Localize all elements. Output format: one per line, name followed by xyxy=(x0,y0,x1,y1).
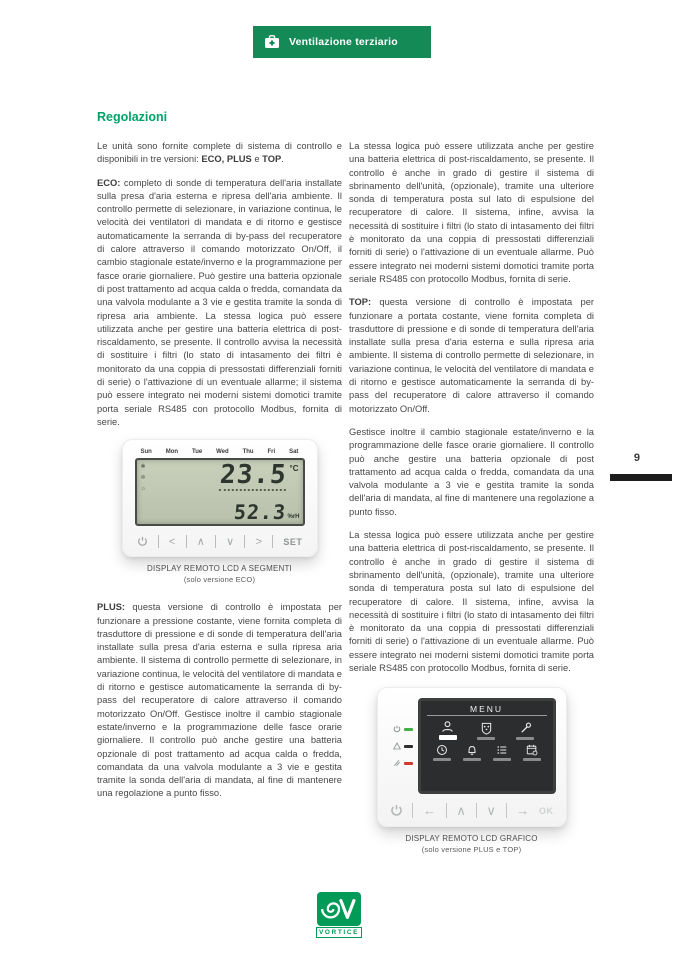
up-arrow-button: ∧ xyxy=(196,535,205,548)
menu-title: MENU xyxy=(427,702,547,716)
button-separator xyxy=(158,535,159,548)
eco-continuation-paragraph: La stessa logica può essere utilizzata anche per gestire una batteria elettrica di post-riscaldamento, se presente. Il controllo è anche in grado di gestire il sistema di sbrinamento dell'unità, (opzionale), tramite una ulteriore sonda di temperatura posta sul lato di espulsione del recuperatore di calore. Il sistema, infine, avvisa la necessità di sostituire i filtri (lo stato di intasamento dei filtri è monitorato da una coppia di pressostati differenziali forniti di serie) o l'attivazione di un eventuale allarme. Può essere integrato nei moderni sistemi domotici tramite porta seriale RS485 con protocollo Modbus, fornita di serie. xyxy=(349,141,594,284)
temperature-value: 23.5 xyxy=(218,460,288,491)
button-separator xyxy=(186,535,187,548)
power-icon xyxy=(390,804,403,817)
graphic-remote-display xyxy=(377,687,567,827)
eco-paragraph: ECO: completo di sonde di temperatura dell'aria installate sulla presa d'aria esterna e ripresa dell'aria ambiente. Il controllo permette di selezionare, in variazione continua, le velocità dei ventilatori di mandata e di ritorno e gestisce automaticamente la serranda di by-pass del recuperatore di calore attraverso il comando motorizzato On/Off, il cambio stagionale estate/inverno e la programmazione per fasce orarie giornaliere. Può gestire una batteria opzionale di post trattamento ad acqua calda o fredda, comandata da una valvola modulante a 3 vie e gestita tramite la sonda di ripresa aria ambiente. La stessa logica può essere utilizzata anche per gestire una batteria elettrica di post-riscaldamento, se presente. Il controllo avvisa la necessità di sostituire i filtri (lo stato di intasamento dei filtri è monitorato da una coppia di pressostati differenziali forniti di serie) o l'attivazione di un eventuale allarme; il sistema può essere integrato nei moderni sistemi domotici tramite porta seriale RS485 con protocollo Modbus, fornita di serie. xyxy=(97,177,342,427)
button-separator xyxy=(215,535,216,548)
clock-icon xyxy=(436,744,448,756)
filter-led-row xyxy=(393,759,413,767)
menu-item-parameters xyxy=(516,722,534,740)
left-arrow-button: < xyxy=(168,535,176,548)
right-column xyxy=(349,140,594,855)
vortice-logo-mark xyxy=(317,892,361,926)
eco-display-caption: DISPLAY REMOTO LCD A SEGMENTI (solo versione ECO) xyxy=(147,564,292,585)
power-led-row xyxy=(393,725,413,733)
lcd-mode-icons xyxy=(141,464,147,492)
top-continuation-paragraph: La stessa logica può essere utilizzata anche per gestire una batteria elettrica di post-riscaldamento, se presente. Il controllo è anche in grado di gestire il sistema di sbrinamento dell'unità, (opzionale), tramite una ulteriore sonda di temperatura posta sul lato di espulsione del recuperatore di calore. Il sistema, infine, avvisa la necessità di sostituire i filtri (lo stato di intasamento dei filtri è monitorato da una coppia di pressostati differenziali forniti di serie) o l'attivazione di un eventuale allarme. Può essere integrato nei moderni sistemi domotici tramite porta seriale RS485 con protocollo Modbus, fornita di serie. xyxy=(349,530,594,673)
label-bar xyxy=(516,737,534,740)
filter-alarm-icon xyxy=(393,759,401,767)
button-separator xyxy=(446,803,447,818)
label-bar xyxy=(477,737,495,740)
menu-item-network xyxy=(477,722,495,740)
left-arrow-button: ← xyxy=(422,802,436,818)
status-led-column xyxy=(388,725,418,767)
top-paragraph-2: Gestisce inoltre il cambio stagionale estate/inverno e la programmazione delle fasce orarie giornaliere. Il controllo può anche gestire una batteria opzionale di post trattamento ad acqua calda o fredda, comandata da una valvola modulante a 3 vie e gestita tramite la sonda dell'aria di mandata, al fine di mantenere una regolazione a punto fisso. xyxy=(349,426,594,517)
button-separator xyxy=(476,803,477,818)
warning-led-row xyxy=(393,742,413,750)
button-separator xyxy=(244,535,245,548)
graphic-remote-buttons xyxy=(388,803,556,818)
snowflake-icon: ❄ xyxy=(140,475,146,482)
tertiary-building-icon xyxy=(264,35,280,49)
set-button: SET xyxy=(283,536,303,547)
right-arrow-button: → xyxy=(516,802,530,818)
spiral-v-icon xyxy=(320,895,358,923)
banner-label: Ventilazione terziario xyxy=(289,36,398,48)
top-paragraph: TOP: questa versione di controllo è impostata per funzionare a portata costante, viene fornita completa di trasduttore di pressione e di sonde di temperatura dell'aria installate sulla presa d'aria esterna e sulla ripresa aria ambiente. Il sistema di controllo permette di selezionare, in variazione continua, le velocità del ventilatore di mandata e di ritorno e gestisce automaticamente la serranda di by-pass del recuperatore di calore attraverso il comando motorizzato On/Off. xyxy=(349,297,594,414)
temperature-unit: °C xyxy=(289,464,299,474)
humidity-unit: %rH xyxy=(287,514,300,521)
list-icon xyxy=(496,744,508,756)
sun-icon: ☼ xyxy=(140,486,146,493)
label-bar xyxy=(523,758,541,761)
label-bar xyxy=(493,758,511,761)
right-arrow-button: > xyxy=(255,535,262,548)
eco-remote-display xyxy=(122,439,318,557)
network-icon xyxy=(480,722,493,735)
menu-item-alarms xyxy=(463,744,481,761)
up-arrow-button: ∧ xyxy=(456,802,466,818)
left-column xyxy=(97,140,342,811)
humidity-value: 52.3 xyxy=(233,500,288,525)
fan-icon: ✱ xyxy=(140,464,146,471)
page-number: 9 xyxy=(633,452,640,464)
warning-triangle-icon xyxy=(393,742,401,750)
plus-paragraph: PLUS: questa versione di controllo è impostata per funzionare a pressione costante, viene fornita completa di trasduttore di pressione e di sonde di temperatura dell'aria installate sulla presa d'aria esterna e sulla ripresa aria ambiente. Il sistema di controllo permette di selezionare, in variazione continua, le velocità del ventilatore di mandata e di ritorno e gestisce automaticamente la serranda di by-pass del recuperatore di calore attraverso il comando motorizzato On/Off. Gestisce inoltre il cambio stagionale estate/inverno e la programmazione delle fasce orarie giornaliere. Il controllo può anche gestire una batteria opzionale di post trattamento ad acqua calda o fredda, comandata da una valvola modulante a 3 vie e gestita tramite la sonda dell'aria di mandata, al fine di mantenere una regolazione a punto fisso. xyxy=(97,602,342,799)
wrench-icon xyxy=(519,722,532,735)
vortice-wordmark: VORTICE xyxy=(316,927,362,938)
label-bar xyxy=(433,758,451,761)
menu-item-changeover xyxy=(523,744,541,761)
warning-led-dark xyxy=(404,745,413,748)
ok-button: OK xyxy=(539,805,554,816)
menu-item-history xyxy=(493,744,511,761)
power-icon xyxy=(137,536,148,547)
down-arrow-button: ∨ xyxy=(486,802,496,818)
lcd-day-labels: Sun Mon Tue Wed Thu Fri Sat xyxy=(140,449,299,456)
button-separator xyxy=(506,803,507,818)
intro-paragraph: Le unità sono fornite complete di sistema di controllo e disponibili in tre versioni: ECO, PLUS e TOP. xyxy=(97,141,342,165)
menu-item-user xyxy=(439,720,457,740)
selected-label-bar xyxy=(439,735,457,740)
bell-icon xyxy=(466,744,478,756)
graphic-lcd-screen xyxy=(418,698,556,794)
segment-lcd-screen xyxy=(135,458,305,526)
button-separator xyxy=(272,535,273,548)
category-banner xyxy=(253,26,431,58)
page-title: Regolazioni xyxy=(97,110,168,124)
filter-led-red xyxy=(404,762,413,765)
power-icon xyxy=(393,725,401,733)
eco-remote-buttons xyxy=(135,535,305,548)
vortice-logo xyxy=(316,892,362,938)
label-bar xyxy=(463,758,481,761)
down-arrow-button: ∨ xyxy=(226,535,235,548)
graphic-display-caption: DISPLAY REMOTO LCD GRAFICO (solo versione PLUS e TOP) xyxy=(405,834,538,855)
button-separator xyxy=(412,803,413,818)
calendar-icon xyxy=(526,744,538,756)
menu-item-clock xyxy=(433,744,451,761)
power-led-green xyxy=(404,728,413,731)
page-edge-bar xyxy=(610,474,672,481)
user-icon xyxy=(441,720,454,733)
